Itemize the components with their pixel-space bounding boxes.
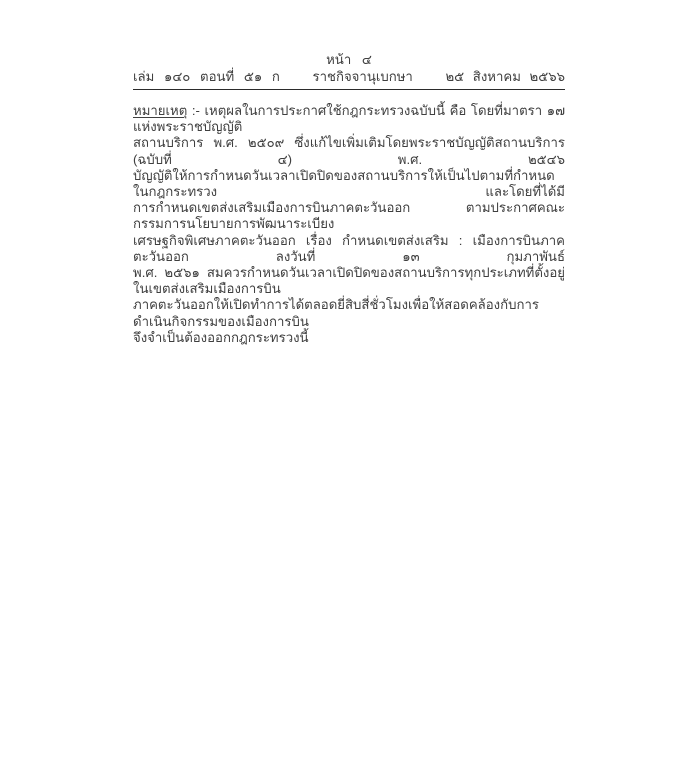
remarks-line: การกำหนดเขตส่งเสริมเมืองการบินภาคตะวันออก ตามประกาศคณะกรรมการนโยบายการพัฒนาระเบียง [133, 200, 565, 232]
remarks-label: หมายเหตุ [133, 103, 188, 118]
remarks-line: สถานบริการ พ.ศ. ๒๕๐๙ ซึ่งแก้ไขเพิ่มเติมโดยพระราชบัญญัติสถานบริการ (ฉบับที่ ๔) พ.ศ. ๒๕๔๖ [133, 135, 565, 167]
page-number: หน้า ๔ [326, 52, 372, 67]
content-column [133, 52, 565, 346]
remarks-line: ภาคตะวันออกให้เปิดทำการได้ตลอดยี่สิบสี่ชั่วโมงเพื่อให้สอดคล้องกับการดำเนินกิจกรรมของเมืองการบิน [133, 297, 539, 329]
volume-part-label: เล่ม ๑๔๐ ตอนที่ ๕๑ ก [133, 69, 280, 84]
remarks-line: เศรษฐกิจพิเศษภาคตะวันออก เรื่อง กำหนดเขตส่งเสริม : เมืองการบินภาคตะวันออก ลงวันที่ ๑๓ กุมภาพันธ์ [133, 232, 565, 264]
masthead-row [133, 69, 565, 90]
remarks-line-last: จึงจำเป็นต้องออกกฎกระทรวงนี้ [133, 329, 309, 345]
remarks-paragraph [133, 103, 565, 346]
remarks-line: บัญญัติให้การกำหนดวันเวลาเปิดปิดของสถานบริการให้เป็นไปตามที่กำหนดในกฎกระทรวง และโดยที่ได้มี [133, 167, 565, 200]
issue-date: ๒๕ สิงหาคม ๒๕๖๖ [445, 69, 565, 84]
remarks-line-text: :- เหตุผลในการประกาศใช้กฎกระทรวงฉบับนี้ คือ โดยที่มาตรา ๑๗ แห่งพระราชบัญญัติ [133, 103, 565, 135]
remarks-line [133, 103, 565, 135]
remarks-line: พ.ศ. ๒๕๖๑ สมควรกำหนดวันเวลาเปิดปิดของสถานบริการทุกประเภทที่ตั้งอยู่ในเขตส่งเสริมเมืองการบิน [133, 265, 565, 297]
gazette-title: ราชกิจจานุเบกษา [312, 69, 413, 84]
